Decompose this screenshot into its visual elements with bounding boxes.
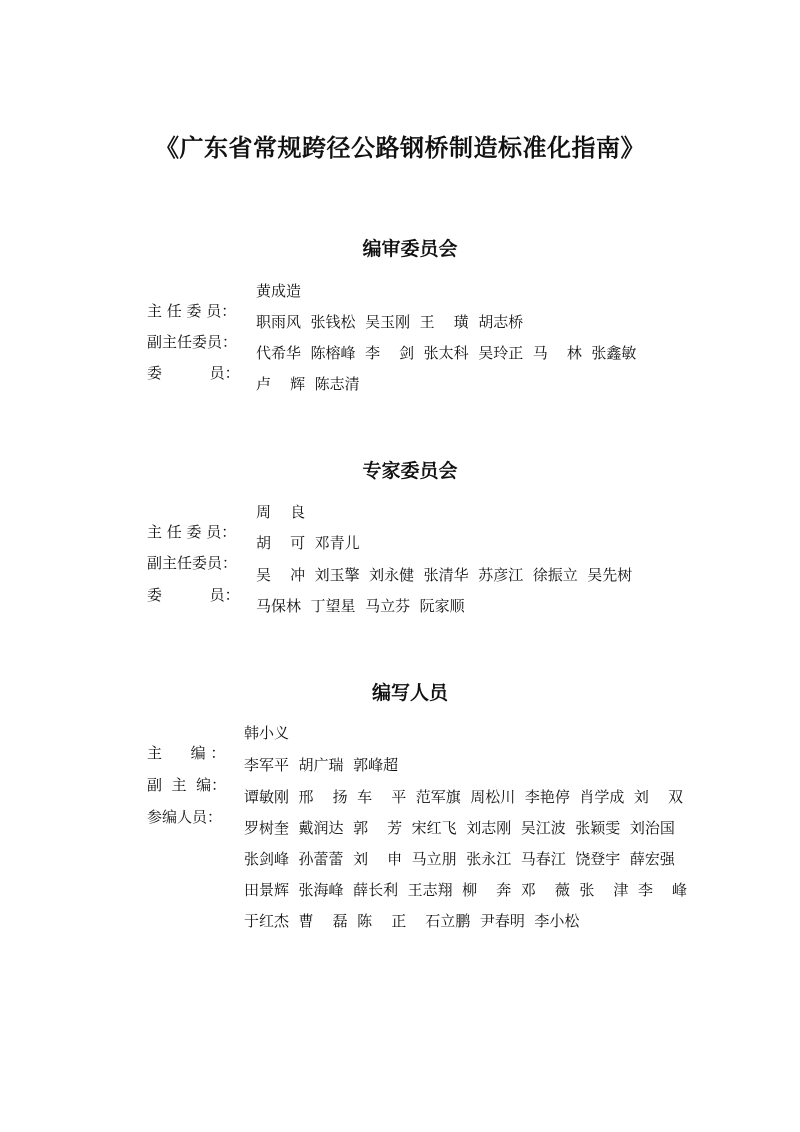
- role-label: 委 员：: [147, 586, 240, 604]
- committee-row: [0, 343, 240, 403]
- document-title: 《广东省常规跨径公路钢桥制造标准化指南》: [155, 133, 645, 162]
- member-names: 韩小义: [244, 724, 290, 742]
- member-names: 罗树奎 戴润达 郭 芳 宋红飞 刘志刚 吴江波 张颖雯 刘治国: [244, 819, 675, 837]
- role-label: 副主任委员：: [147, 333, 238, 351]
- role-label: 委 员：: [147, 364, 240, 382]
- member-names: 吴 冲 刘玉擎 刘永健 张清华 苏彦江 徐振立 吴先树: [256, 566, 633, 584]
- section-title-authors: 编写人员: [371, 682, 448, 704]
- member-names: 代希华 陈榕峰 李 剑 张太科 吴玲正 马 林 张鑫敏: [256, 344, 637, 362]
- role-label: 主 编 ：: [147, 744, 226, 762]
- role-label: 主 任 委 员：: [147, 523, 237, 541]
- member-names: 职雨风 张钱松 吴玉刚 王 璜 胡志桥: [256, 313, 524, 331]
- member-names: 李军平 胡广瑞 郭峰超: [244, 756, 399, 774]
- committee-row: [0, 787, 223, 847]
- member-names: 卢 辉 陈志清: [256, 375, 360, 393]
- role-label: 主 任 委 员：: [147, 302, 237, 320]
- role-label: 副主任委员：: [147, 554, 238, 572]
- member-names: 周 良: [256, 503, 306, 521]
- member-names: 马保林 丁望星 马立芬 阮家顺: [256, 597, 465, 615]
- member-names: 胡 可 邓青儿: [256, 534, 360, 552]
- member-names: 田景辉 张海峰 薛长利 王志翔 柳 奔 邓 薇 张 津 李 峰: [244, 881, 688, 899]
- member-names: 于红杰 曹 磊 陈 正 石立鹏 尹春明 李小松: [244, 912, 580, 930]
- section-title-expert-committee: 专家委员会: [362, 460, 458, 482]
- committee-row: [0, 565, 240, 625]
- role-label: 参编人员：: [147, 808, 223, 826]
- section-title-review-committee: 编审委员会: [362, 238, 458, 260]
- member-names: 黄成造: [256, 282, 302, 300]
- member-names: 张剑峰 孙蕾蕾 刘 申 马立朋 张永江 马春江 饶登宇 薛宏强: [244, 850, 675, 868]
- role-label: 副 主 编：: [147, 776, 227, 794]
- member-names: 谭敏刚 邢 扬 车 平 范军旗 周松川 李艳停 肖学成 刘 双: [244, 788, 683, 806]
